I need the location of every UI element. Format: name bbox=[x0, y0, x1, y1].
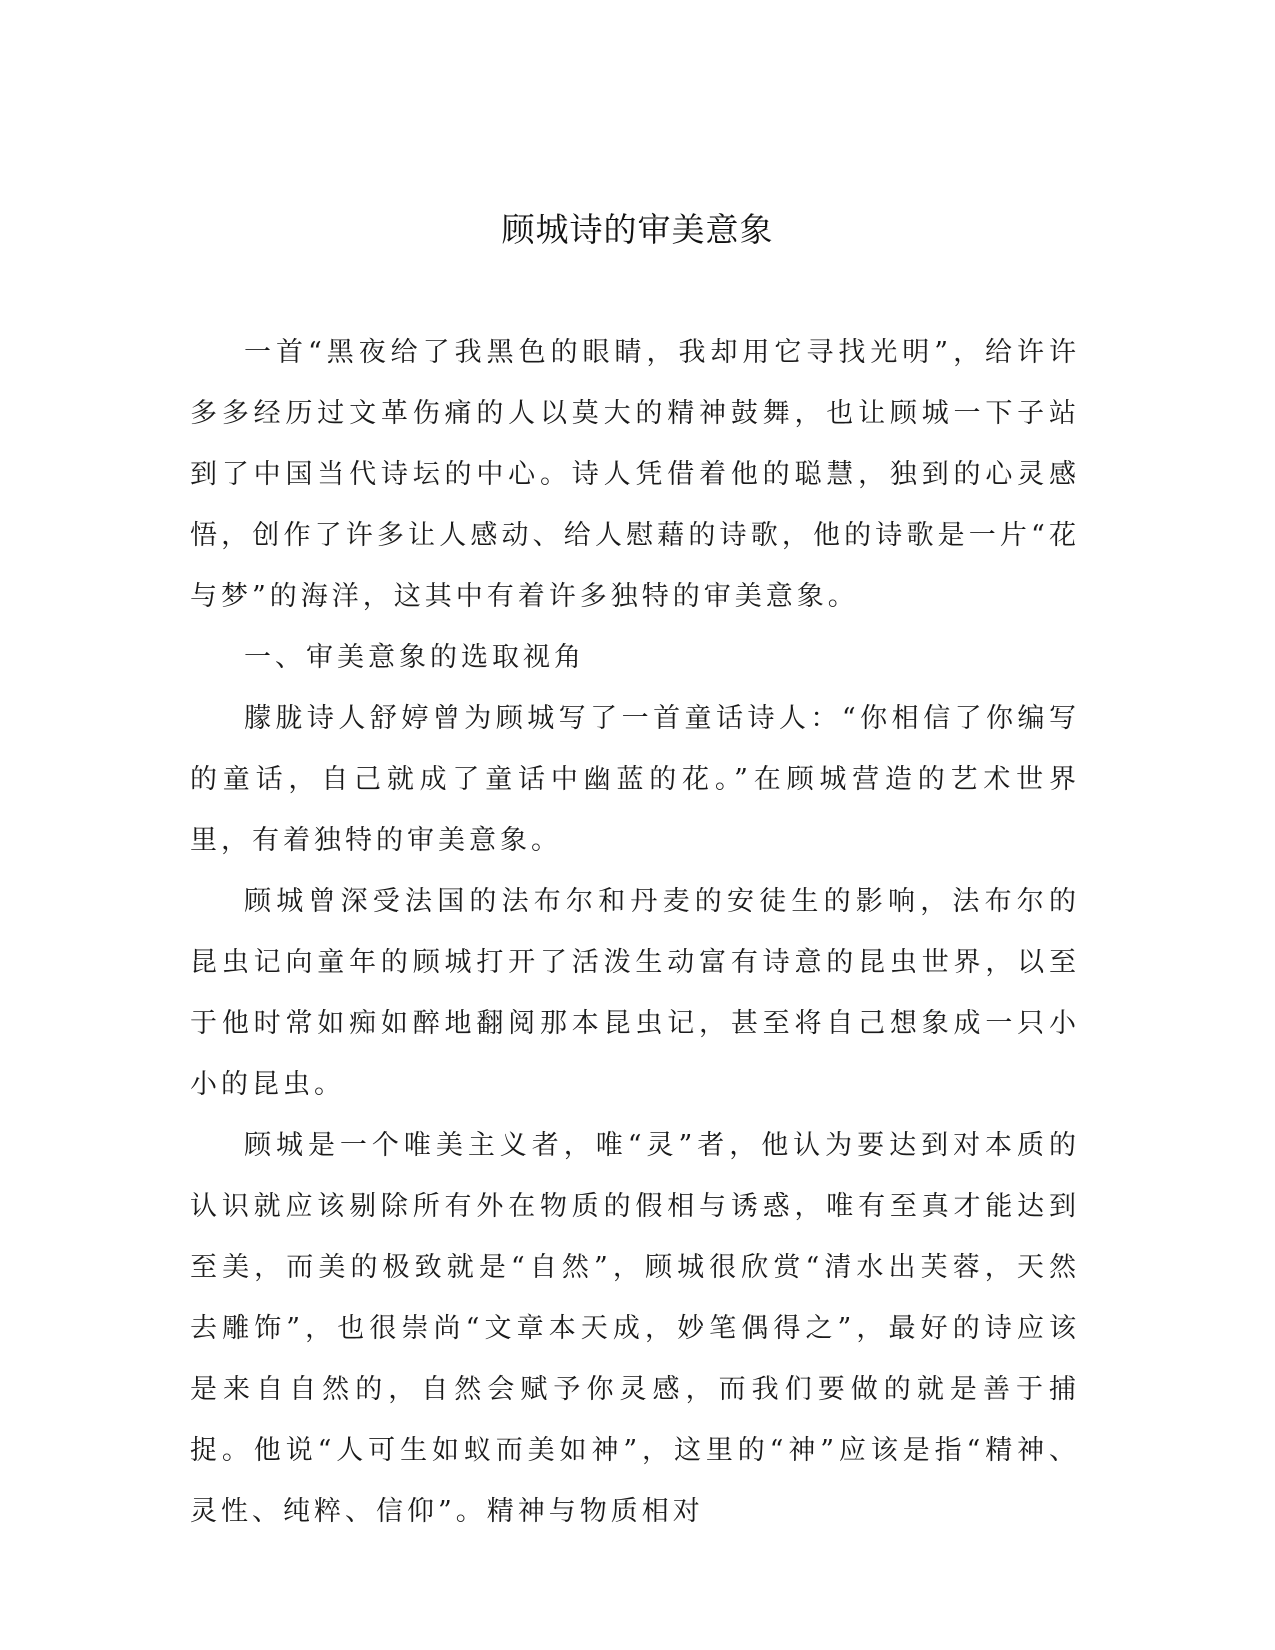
paragraph-influence: 顾城曾深受法国的法布尔和丹麦的安徒生的影响，法布尔的昆虫记向童年的顾城打开了活泼生动富有诗意的昆虫世界，以至于他时常如痴如醉地翻阅那本昆虫记，甚至将自己想象成一只小小的昆虫。 bbox=[190, 886, 1080, 1100]
paragraph-intro: 一首“黑夜给了我黑色的眼睛，我却用它寻找光明”，给许许多多经历过文革伤痛的人以莫大的精神鼓舞，也让顾城一下子站到了中国当代诗坛的中心。诗人凭借着他的聪慧，独到的心灵感悟，创作了许多让人感动、给人慰藉的诗歌，他的诗歌是一片“花与梦”的海洋，这其中有着许多独特的审美意象。 bbox=[190, 337, 1080, 612]
paragraph-aesthetics: 顾城是一个唯美主义者，唯“灵”者，他认为要达到对本质的认识就应该剔除所有外在物质的假相与诱惑，唯有至真才能达到至美，而美的极致就是“自然”，顾城很欣赏“清水出芙蓉，天然去雕饰”，也很崇尚“文章本天成，妙笔偶得之”，最好的诗应该是来自自然的，自然会赋予你灵感，而我们要做的就是善于捕捉。他说“人可生如蚁而美如神”，这里的“神”应该是指“精神、灵性、纯粹、信仰”。精神与物质相对 bbox=[190, 1130, 1080, 1527]
document-title: 顾城诗的审美意象 bbox=[501, 210, 774, 249]
document-body bbox=[190, 322, 1080, 1542]
paragraph-shu-ting: 朦胧诗人舒婷曾为顾城写了一首童话诗人：“你相信了你编写的童话，自己就成了童话中幽蓝的花。”在顾城营造的艺术世界里，有着独特的审美意象。 bbox=[190, 703, 1080, 856]
section-heading: 一、审美意象的选取视角 bbox=[244, 642, 585, 673]
